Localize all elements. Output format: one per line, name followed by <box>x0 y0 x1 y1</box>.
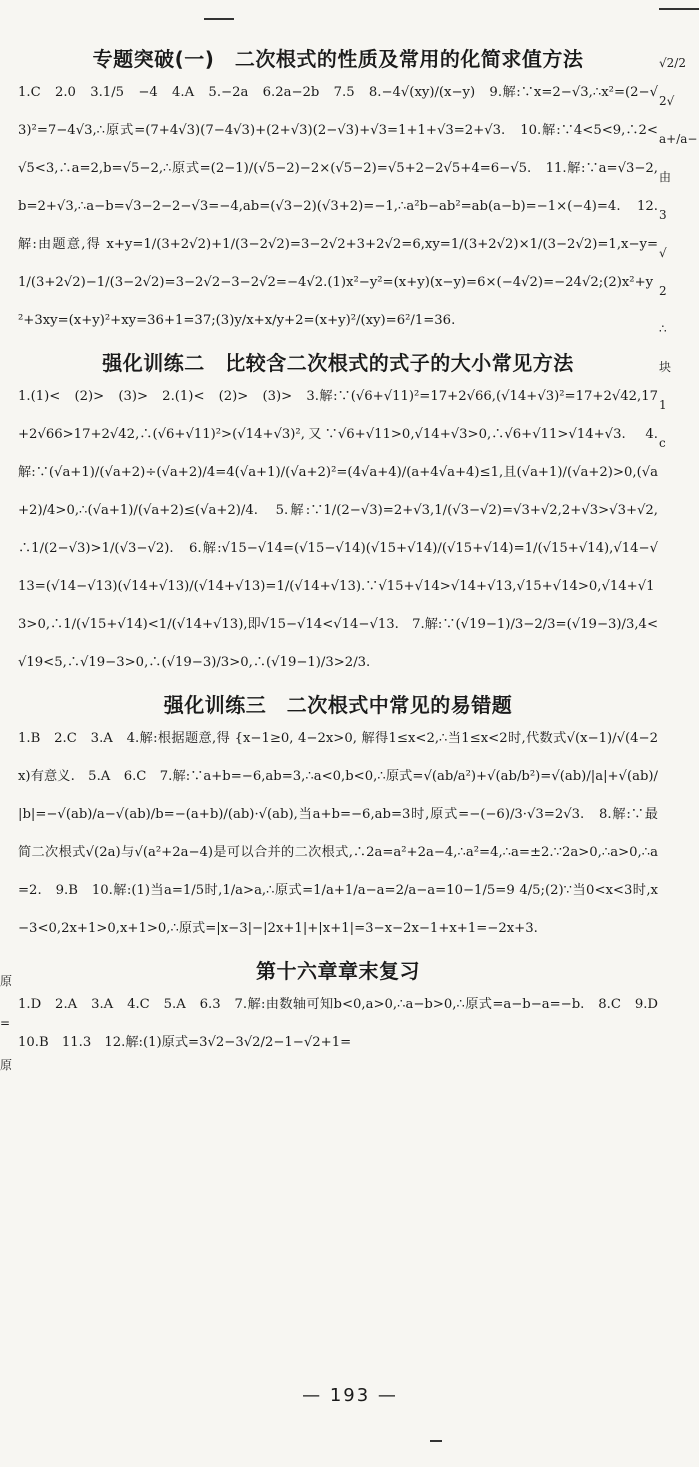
left-fragment: 原 <box>0 1058 13 1072</box>
section-title-3: 强化训练三 二次根式中常见的易错题 <box>163 693 513 717</box>
left-fragment: = <box>0 1016 11 1030</box>
page-number: — 193 — <box>302 1385 398 1406</box>
right-fragment: ∴ <box>659 322 667 336</box>
right-fragment: 2√ <box>659 94 675 108</box>
section-body-4: 1.D 2.A 3.A 4.C 5.A 6.3 7.解:由数轴可知b<0,a>0,∴a−b>0,∴原式=a−b−a=−b. 8.C 9.D 10.B 11.3 12.解:(1)原式=3√2−3√2/2−1−√2+1= <box>18 997 672 1050</box>
section-body-2: 1.(1)< (2)> (3)> 2.(1)< (2)> (3)> 3.解:∵(√6+√11)²=17+2√66,(√14+√3)²=17+2√42,17+2√66>17+2√42,∴(√6+√11)²>(√14+√3)²,又∵√6+√11>0,√14+√3>0,∴√6+√11>√14+√3. 4.解:∵(√a+1)/(√a+2)÷(√a+2)/4=4(√a+1)/(√a+2)²=(4√a+4)/(a+4√a+4)≤1,且(√a+1)/(√a+2)>0,(√a+2)/4>0,∴(√a+1)/(√a+2)≤(√a+2)/4. 5.解:∵1/(2−√3)=2+√3,1/(√3−√2)=√3+√2,2+√3>√3+√2,∴1/(2−√3)>1/(√3−√2). 6.解:√15−√14=(√15−√14)(√15+√14)/(√15+√14)=1/(√15+√14),√14−√13=(√14−√13)(√14+√13)/(√14+√13)=1/(√14+√13).∵√15+√14>√14+√13,√15+√14>0,√14+√13>0,∴1/(√15+√14)<1/(√14+√13),即√15−√14<√14−√13. 7.解:∵(√19−1)/3−2/3=(√19−3)/3,4<√19<5,∴√19−3>0,∴(√19−3)/3>0,∴(√19−1)/3>2/3. <box>18 389 658 670</box>
bottom-rule-mark <box>430 1440 442 1442</box>
section-body-3: 1.B 2.C 3.A 4.解:根据题意,得 {x−1≥0, 4−2x>0, 解得1≤x<2,∴当1≤x<2时,代数式√(x−1)/√(4−2x)有意义. 5.A 6.C 7.解:∵a+b=−6,ab=3,∴a<0,b<0,∴原式=√(ab/a²)+√(ab/b²)=√(ab)/|a|+√(ab)/|b|=−√(ab)/a−√(ab)/b=−(a+b)/(ab)·√(ab),当a+b=−6,ab=3时,原式=−(−6)/3·√3=2√3. 8.解:∵最简二次根式√(2a)与√(a²+2a−4)是可以合并的二次根式,∴2a=a²+2a−4,∴a²=4,∴a=±2.∵2a>0,∴a>0,∴a=2. 9.B 10.解:(1)当a=1/5时,1/a>a,∴原式=1/a+1/a−a=2/a−a=10−1/5=9 4/5;(2)∵当0<x<3时,x−3<0,2x+1>0,x+1>0,∴原式=|x−3|−|2x+1|+|x+1|=3−x−2x−1+x+1=−2x+3. <box>18 731 658 936</box>
right-fragment: 由 <box>659 170 672 184</box>
right-fragment: 块 <box>659 360 672 374</box>
right-fragment: √ <box>659 246 667 260</box>
section-title-2: 强化训练二 比较含二次根式的式子的大小常见方法 <box>102 351 574 375</box>
top-rule-mark <box>204 18 234 20</box>
top-right-rule-mark <box>659 8 699 10</box>
right-fragment: 3 <box>659 208 667 222</box>
right-margin-cutoff <box>659 44 699 744</box>
right-fragment: c <box>659 436 666 450</box>
right-fragment: 2 <box>659 284 667 298</box>
right-fragment: a+/a− <box>659 132 698 146</box>
section-title-4: 第十六章章末复习 <box>256 959 420 983</box>
main-column <box>18 44 672 1064</box>
left-fragment: 原 <box>0 974 13 988</box>
left-margin-cutoff <box>0 960 14 1086</box>
section-body-1: 1.C 2.0 3.1/5 −4 4.A 5.−2a 6.2a−2b 7.5 8.−4√(xy)/(x−y) 9.解:∵x=2−√3,∴x²=(2−√3)²=7−4√3,∴原式=(7+4√3)(7−4√3)+(2+√3)(2−√3)+√3=1+1+√3=2+√3. 10.解:∵4<5<9,∴2<√5<3,∴a=2,b=√5−2,∴原式=(2−1)/(√5−2)−2×(√5−2)=√5+2−2√5+4=6−√5. 11.解:∵a=√3−2,b=2+√3,∴a−b=√3−2−2−√3=−4,ab=(√3−2)(√3+2)=−1,∴a²b−ab²=ab(a−b)=−1×(−4)=4. 12.解:由题意,得 x+y=1/(3+2√2)+1/(3−2√2)=3−2√2+3+2√2=6,xy=1/(3+2√2)×1/(3−2√2)=1,x−y=1/(3+2√2)−1/(3−2√2)=3−2√2−3−2√2=−4√2.(1)x²−y²=(x+y)(x−y)=6×(−4√2)=−24√2;(2)x²+y²+3xy=(x+y)²+xy=36+1=37;(3)y/x+x/y+2=(x+y)²/(xy)=6²/1=36. <box>18 85 658 328</box>
right-fragment: √2/2 <box>659 56 686 70</box>
right-fragment: 1 <box>659 398 667 412</box>
section-title-1: 专题突破(一) 二次根式的性质及常用的化简求值方法 <box>92 47 584 71</box>
